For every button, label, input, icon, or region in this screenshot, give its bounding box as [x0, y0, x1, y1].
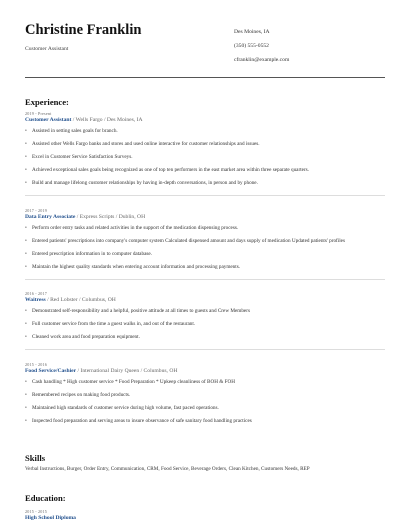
- bullet-text: Achieved exceptional sales goals being recognized as one of top ten performers in the east market area within three separate quarters.: [32, 167, 309, 173]
- job-dates: 2019 - Present: [25, 111, 52, 116]
- job-bullets: [25, 379, 385, 431]
- bullet-icon: •: [25, 334, 27, 340]
- bullet-icon: •: [25, 251, 27, 257]
- job-heading: [25, 368, 385, 375]
- job-bullets: [25, 308, 385, 347]
- education-heading: Education:: [25, 493, 66, 503]
- list-item: [25, 238, 385, 251]
- experience-heading: Experience:: [25, 97, 69, 107]
- bullet-icon: •: [25, 264, 27, 270]
- bullet-text: Excel in Customer Service Satisfaction Surveys.: [32, 154, 133, 160]
- job-separator: [25, 349, 385, 350]
- list-item: [25, 392, 385, 405]
- bullet-text: Cash handling * High customer service * Food Preparation * Upkeep cleanliness of BOH & FOH: [32, 379, 235, 385]
- bullet-text: Perform order entry tasks and related activities in the support of the medication dispensing process.: [32, 225, 239, 231]
- list-item: [25, 167, 385, 180]
- bullet-icon: •: [25, 308, 27, 314]
- bullet-text: Build and manage lifelong customer relationships by having in-depth conversations, in person and by phone.: [32, 180, 258, 186]
- bullet-icon: •: [25, 167, 27, 173]
- job-title: Food Service/Cashier: [25, 368, 77, 374]
- contact-phone: (350) 555-0552: [234, 43, 269, 49]
- bullet-text: Assisted other Wells Fargo banks and stores and used online interactive for customer relationships and issues.: [32, 141, 260, 147]
- job-separator: [25, 279, 385, 280]
- job-company: / Wells Fargo / Des Moines, IA: [71, 117, 143, 123]
- bullet-icon: •: [25, 238, 27, 244]
- bullet-text: Inspected food preparation and serving areas to insure observance of safe sanitary food handling practices: [32, 418, 252, 424]
- bullet-text: Maintain the highest quality standards when entering account information and processing payments.: [32, 264, 241, 270]
- job-heading: [25, 297, 385, 304]
- bullet-text: Demonstrated self-responsibility and a helpful, positive attitude at all times to guests and Crew Members: [32, 308, 250, 314]
- job-dates: 2015 - 2016: [25, 362, 47, 367]
- contact-email: cfranklin@example.com: [234, 57, 290, 63]
- list-item: [25, 264, 385, 277]
- job-entry: [25, 291, 385, 350]
- bullet-icon: •: [25, 128, 27, 134]
- education-entry: [25, 509, 385, 521]
- list-item: [25, 405, 385, 418]
- education-dates: 2015 - 2015: [25, 509, 47, 514]
- bullet-text: Full customer service from the time a guest walks in, and out of the restaurant.: [32, 321, 196, 327]
- job-heading: [25, 117, 385, 124]
- list-item: [25, 154, 385, 167]
- bullet-text: Assisted in setting sales goals for branch.: [32, 128, 118, 134]
- contact-city: Des Moines, IA: [234, 29, 270, 35]
- job-dates: 2016 - 2017: [25, 291, 47, 296]
- bullet-text: Entered patients' prescriptions into company's computer system Calculated dispensed amount and days supply of medication Updated patients' profiles: [32, 238, 345, 244]
- bullet-icon: •: [25, 418, 27, 424]
- bullet-text: Entered prescription information in to computer database.: [32, 251, 152, 257]
- list-item: [25, 379, 385, 392]
- job-company: / Express Scripts / Dublin, OH: [75, 214, 146, 220]
- bullet-icon: •: [25, 379, 27, 385]
- job-title: Customer Assistant: [25, 117, 72, 123]
- job-bullets: [25, 128, 385, 193]
- list-item: [25, 251, 385, 264]
- header-divider: [25, 77, 385, 78]
- job-dates: 2017 - 2019: [25, 208, 47, 213]
- candidate-title: Customer Assistant: [25, 46, 69, 52]
- list-item: [25, 141, 385, 154]
- job-title: Data Entry Associate: [25, 214, 76, 220]
- job-company: / Red Lobster / Columbus, OH: [45, 297, 116, 303]
- skills-list: Verbal Instructions, Burger, Order Entry, Communication, CRM, Food Service, Beverage Orders, Clean Kitchen, Customers Needs, REP: [25, 466, 310, 472]
- bullet-icon: •: [25, 405, 27, 411]
- job-heading: [25, 214, 385, 221]
- job-company: / International Dairy Queen / Columbus, OH: [76, 368, 178, 374]
- education-degree: High School Diploma: [25, 515, 76, 521]
- bullet-icon: •: [25, 225, 27, 231]
- resume-header: [25, 22, 385, 78]
- candidate-name: Christine Franklin: [25, 22, 142, 38]
- bullet-text: Cleaned work area and food preparation equipment.: [32, 334, 140, 340]
- bullet-icon: •: [25, 392, 27, 398]
- list-item: [25, 334, 385, 347]
- bullet-text: Remembered recipes on making food products.: [32, 392, 131, 398]
- job-entry: [25, 111, 385, 196]
- list-item: [25, 128, 385, 141]
- list-item: [25, 321, 385, 334]
- bullet-icon: •: [25, 321, 27, 327]
- bullet-icon: •: [25, 154, 27, 160]
- skills-heading: Skills: [25, 453, 46, 463]
- list-item: [25, 180, 385, 193]
- bullet-icon: •: [25, 141, 27, 147]
- job-bullets: [25, 225, 385, 277]
- list-item: [25, 308, 385, 321]
- job-separator: [25, 195, 385, 196]
- bullet-text: Maintained high standards of customer service during high volume, fast paced operations.: [32, 405, 219, 411]
- job-entry: [25, 208, 385, 280]
- list-item: [25, 418, 385, 431]
- bullet-icon: •: [25, 180, 27, 186]
- job-entry: [25, 362, 385, 431]
- list-item: [25, 225, 385, 238]
- job-title: Waitress: [25, 297, 46, 303]
